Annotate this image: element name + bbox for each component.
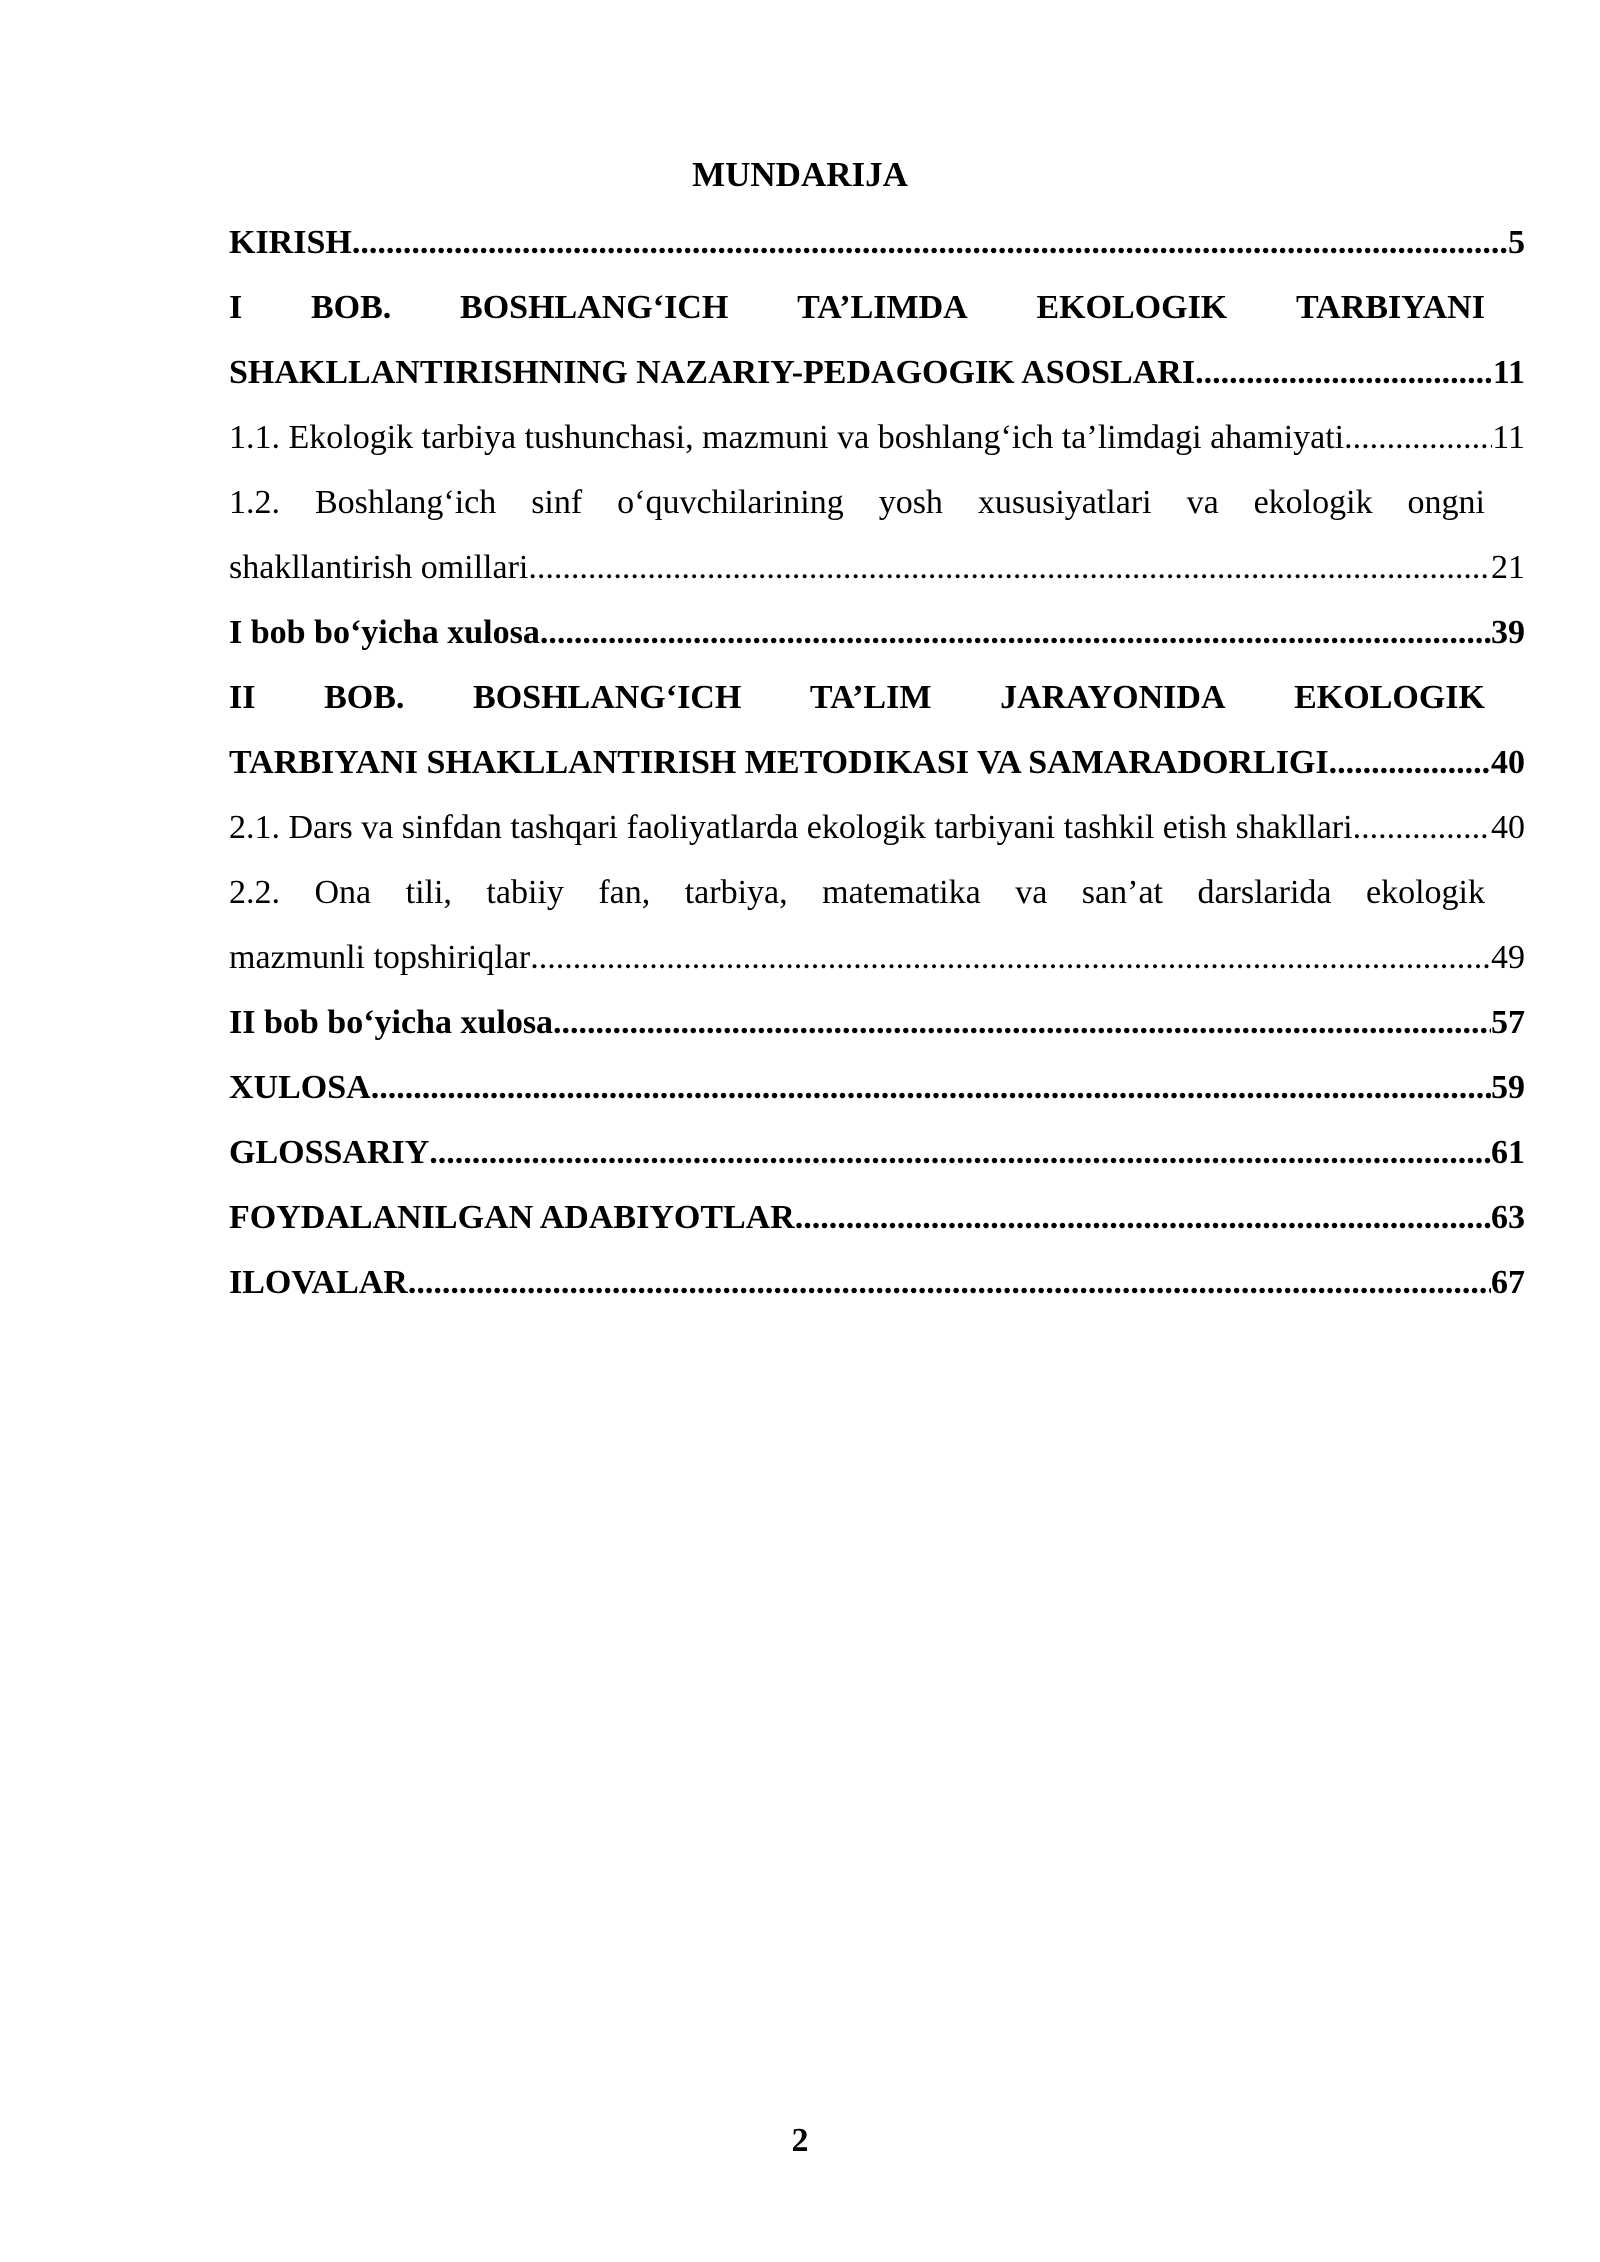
toc-page-number: 11: [1492, 419, 1525, 456]
toc-word: JARAYONIDA: [1000, 679, 1226, 716]
toc-word: TA’LIM: [809, 679, 932, 716]
toc-page-number: 63: [1491, 1199, 1525, 1236]
toc-dot-leader: [352, 210, 1508, 275]
toc-word: san’at: [1081, 874, 1163, 911]
toc-word: 2.2.: [229, 874, 280, 911]
toc-page-number: 61: [1491, 1134, 1525, 1171]
toc-page-number: 40: [1491, 744, 1525, 781]
toc-entry-section-2-2[interactable]: [229, 925, 1525, 990]
toc-entry-text: II bob bo‘yicha xulosa: [229, 1004, 554, 1041]
toc-page-number: 59: [1491, 1069, 1525, 1106]
toc-word: BOSHLANG‘ICH: [473, 679, 742, 716]
toc-dot-leader: [1344, 405, 1492, 470]
toc-word: va: [1015, 874, 1048, 911]
toc-page-number: 67: [1491, 1264, 1525, 1301]
toc-entry-text: 1.1. Ekologik tarbiya tushunchasi, mazmuni va boshlang‘ich ta’limdagi ahamiyati: [229, 419, 1345, 456]
toc-page-number: 40: [1491, 809, 1525, 846]
toc-entry-section-1-2-line-1[interactable]: [229, 470, 1525, 535]
toc-word: fan,: [598, 874, 651, 911]
toc-word: TARBIYANI: [1296, 289, 1485, 326]
toc-word: xususiyatlari: [977, 484, 1152, 521]
toc-page-number: 21: [1491, 549, 1525, 586]
toc-entry-chapter-1[interactable]: [229, 340, 1525, 405]
page-number: 2: [791, 2122, 809, 2159]
toc-entry-chapter-2-line-1[interactable]: [229, 665, 1525, 730]
toc-entry-text: GLOSSARIY: [229, 1134, 430, 1171]
toc-entry-ilovalar[interactable]: [229, 1250, 1525, 1315]
toc-word: EKOLOGIK: [1294, 679, 1485, 716]
toc-word: BOB.: [324, 679, 405, 716]
toc-dot-leader: [408, 1250, 1491, 1315]
toc-entry-text: FOYDALANILGAN ADABIYOTLAR: [229, 1199, 795, 1236]
toc-entry-text: shakllantirish omillari: [229, 549, 529, 586]
toc-word: BOB.: [310, 289, 392, 326]
toc-entry-text: mazmunli topshiriqlar: [229, 939, 531, 976]
toc-page-number: 57: [1491, 1004, 1525, 1041]
toc-word: yosh: [878, 484, 943, 521]
toc-dot-leader: [1353, 795, 1491, 860]
toc-dot-leader: [429, 1120, 1491, 1185]
toc-entry-text: KIRISH: [229, 224, 352, 261]
toc-word: tili,: [405, 874, 452, 911]
toc-word: tarbiya,: [684, 874, 788, 911]
toc-dot-leader: [553, 990, 1491, 1055]
toc-dot-leader: [1329, 730, 1491, 795]
toc-word: ekologik: [1366, 874, 1485, 911]
toc-dot-leader: [795, 1185, 1491, 1250]
toc-dot-leader: [371, 1055, 1491, 1120]
toc-dot-leader: [1195, 340, 1493, 405]
toc-word: o‘quvchilarining: [617, 484, 844, 521]
page-title: MUNDARIJA: [692, 155, 908, 194]
toc-word: II: [229, 679, 256, 716]
toc-page-number: 39: [1491, 614, 1525, 651]
toc-word: matematika: [822, 874, 981, 911]
toc-page-number: 11: [1492, 354, 1525, 391]
toc-word: Ona: [314, 874, 372, 911]
toc-entry-text: XULOSA: [229, 1069, 371, 1106]
toc-entry-section-2-2-line-1[interactable]: [229, 860, 1525, 925]
toc-word: TA’LIMDA: [797, 289, 968, 326]
toc-word: va: [1186, 484, 1219, 521]
toc-page-number: 49: [1491, 939, 1525, 976]
toc-entry-section-1-2[interactable]: [229, 535, 1525, 600]
table-of-contents: [229, 210, 1525, 1315]
toc-word: ekologik: [1253, 484, 1373, 521]
toc-page-number: 5: [1508, 224, 1525, 261]
toc-word: sinf: [531, 484, 583, 521]
toc-word: I: [229, 289, 243, 326]
toc-dot-leader: [530, 925, 1491, 990]
toc-word: EKOLOGIK: [1036, 289, 1228, 326]
toc-entry-xulosa[interactable]: [229, 1055, 1525, 1120]
toc-entry-chapter-1-line-1[interactable]: [229, 275, 1525, 340]
toc-word: Boshlang‘ich: [314, 484, 497, 521]
toc-entry-adabiyotlar[interactable]: [229, 1185, 1525, 1250]
toc-entry-text: 2.1. Dars va sinfdan tashqari faoliyatlarda ekologik tarbiyani tashkil etish shakllari: [229, 809, 1353, 846]
toc-entry-text: TARBIYANI SHAKLLANTIRISH METODIKASI VA SAMARADORLIGI: [229, 744, 1329, 781]
toc-entry-chapter-2[interactable]: [229, 730, 1525, 795]
toc-word: tabiiy: [486, 874, 564, 911]
toc-entry-text: I bob bo‘yicha xulosa: [229, 614, 540, 651]
toc-word: BOSHLANG‘ICH: [460, 289, 729, 326]
toc-entry-chapter-1-summary[interactable]: [229, 600, 1525, 665]
toc-entry-chapter-2-summary[interactable]: [229, 990, 1525, 1055]
toc-word: ongni: [1407, 484, 1485, 521]
toc-entry-section-1-1[interactable]: [229, 405, 1525, 470]
toc-entry-kirish[interactable]: [229, 210, 1525, 275]
toc-entry-glossariy[interactable]: [229, 1120, 1525, 1185]
toc-entry-text: SHAKLLANTIRISHNING NAZARIY-PEDAGOGIK ASOSLARI: [229, 354, 1196, 391]
toc-word: 1.2.: [229, 484, 280, 521]
toc-dot-leader: [540, 600, 1491, 665]
toc-entry-section-2-1[interactable]: [229, 795, 1525, 860]
toc-dot-leader: [528, 535, 1491, 600]
toc-word: darslarida: [1197, 874, 1332, 911]
toc-entry-text: ILOVALAR: [229, 1264, 408, 1301]
